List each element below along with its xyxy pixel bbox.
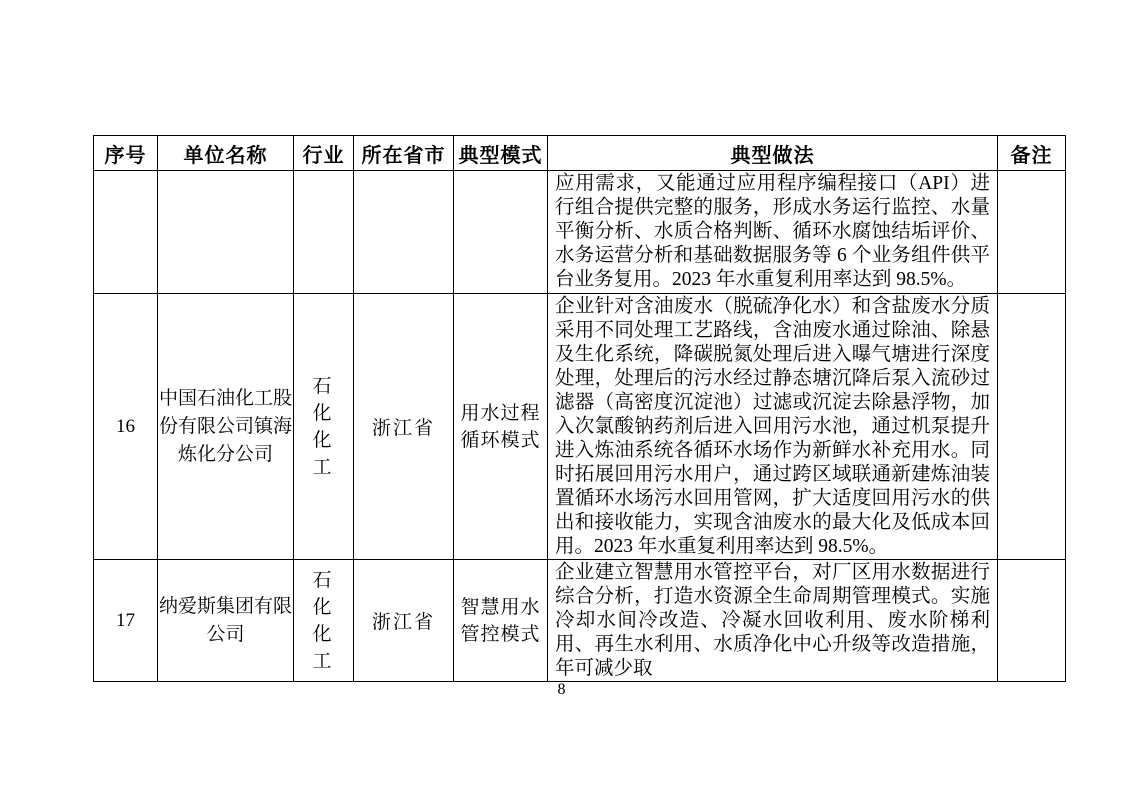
header-practice: 典型做法: [548, 136, 998, 171]
table-header: [94, 136, 1066, 171]
cell-unit-name: 中国石油化工股份有限公司镇海炼化分公司: [158, 294, 294, 560]
header-unit-name: 单位名称: [158, 136, 294, 171]
cell-industry: [294, 171, 354, 294]
cell-practice: 企业针对含油废水（脱硫净化水）和含盐废水分质采用不同处理工艺路线，含油废水通过除油、除悬及生化系统，降碳脱氮处理后进入曝气塘进行深度处理，处理后的污水经过静态塘沉降后泵入流砂过滤器（高密度沉淀池）过滤或沉淀去除悬浮物，加入次氯酸钠药剂后进入回用污水池，通过机泵提升进入炼油系统各循环水场作为新鲜水补充用水。同时拓展回用污水用户，通过跨区域联通新建炼油装置循环水场污水回用管网，扩大适度回用污水的供出和接收能力，实现含油废水的最大化及低成本回用。2023 年水重复利用率达到 98.5%。: [548, 294, 998, 560]
cell-mode: 用水过程循环模式: [454, 294, 548, 560]
table-row-17: [94, 560, 1066, 682]
cell-note: [998, 294, 1066, 560]
cell-mode: 智慧用水管控模式: [454, 560, 548, 682]
header-mode: 典型模式: [454, 136, 548, 171]
cell-unit-name: 纳爱斯集团有限公司: [158, 560, 294, 682]
header-industry: 行业: [294, 136, 354, 171]
typical-practices-table: [93, 135, 1066, 682]
cell-practice: 企业建立智慧用水管控平台，对厂区用水数据进行综合分析，打造水资源全生命周期管理模式。实施冷却水间冷改造、冷凝水回收利用、废水阶梯利用、再生水利用、水质净化中心升级等改造措施，年可减少取: [548, 560, 998, 682]
cell-practice: 应用需求，又能通过应用程序编程接口（API）进行组合提供完整的服务，形成水务运行监控、水量平衡分析、水质合格判断、循环水腐蚀结垢评价、水务运营分析和基础数据服务等 6 个业务组件供平台业务复用。2023 年水重复利用率达到 98.5%。: [548, 171, 998, 294]
cell-unit-name: [158, 171, 294, 294]
table-row-16: [94, 294, 1066, 560]
cell-seq: 17: [94, 560, 158, 682]
cell-industry: 石化化工: [294, 294, 354, 560]
cell-seq: [94, 171, 158, 294]
cell-note: [998, 560, 1066, 682]
cell-note: [998, 171, 1066, 294]
cell-province: 浙江省: [354, 560, 454, 682]
header-row: [94, 136, 1066, 171]
table-body: [94, 171, 1066, 682]
cell-industry: 石化化工: [294, 560, 354, 682]
cell-mode: [454, 171, 548, 294]
cell-province: 浙江省: [354, 294, 454, 560]
header-seq: 序号: [94, 136, 158, 171]
table-row-continuation: [94, 171, 1066, 294]
cell-province: [354, 171, 454, 294]
header-note: 备注: [998, 136, 1066, 171]
page-number: 8: [557, 681, 566, 698]
header-province: 所在省市: [354, 136, 454, 171]
cell-seq: 16: [94, 294, 158, 560]
